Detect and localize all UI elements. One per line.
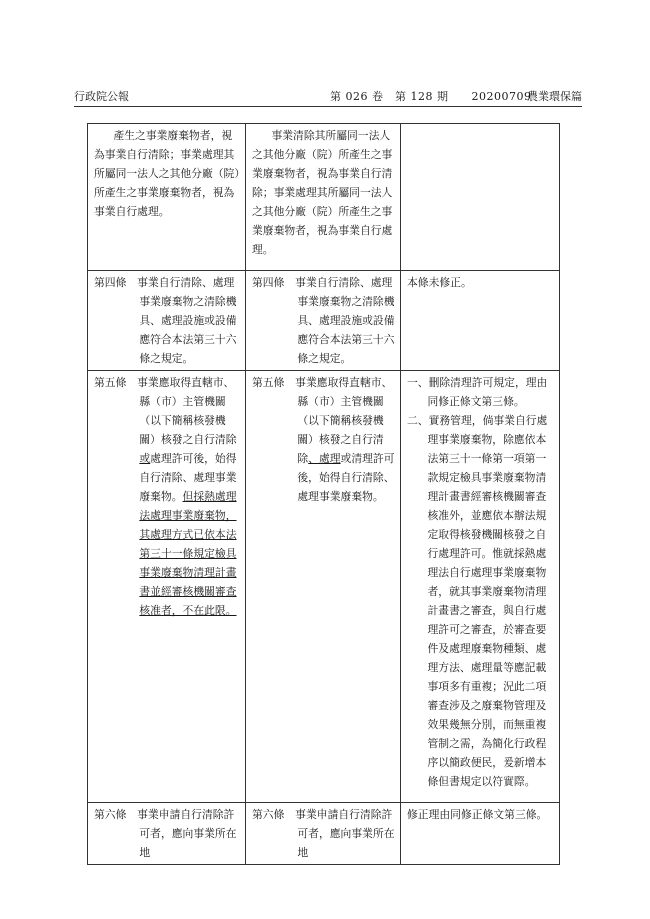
current-text-cell	[246, 371, 401, 803]
amended-underlined-proviso: 但採熱處理法處理事業廢棄物，其處理方式已依本法第三十一條規定檢具事業廢棄物清理計畫書並經審核機關審查核准者，不在此限。	[139, 490, 237, 617]
explanation-cell	[401, 271, 560, 371]
amended-text: 產生之事業廢棄物者，視為事業自行清除；事業處理其所屬同一法人之其他分廠（院）所產生之事業廢棄物者，視為事業自行處理。	[94, 129, 240, 218]
amended-text	[94, 373, 241, 620]
explanation-cell	[401, 124, 560, 271]
amended-text-part: 第五條 事業應取得直轄市、縣（市）主管機關（以下簡稱核發機關）核發之自行清除	[94, 376, 237, 446]
amended-text-cell	[88, 271, 246, 371]
header-rule	[74, 106, 582, 107]
table-row	[88, 803, 560, 865]
amended-text-cell	[88, 371, 246, 803]
amended-text: 第四條 事業自行清除、處理事業廢棄物之清除機具、處理設施或設備應符合本法第三十六條之規定。	[94, 276, 237, 365]
current-text-cell	[246, 803, 401, 865]
issue-info: 第 026 卷 第 128 期 20200709	[330, 90, 532, 103]
amended-underlined-text: 或	[139, 452, 151, 465]
current-text-cell	[246, 271, 401, 371]
current-text-part: 第五條 事業應取得直轄市、縣（市）主管機關（以下簡稱核發機關）核發之自行清除	[252, 376, 393, 465]
page-header	[74, 88, 582, 104]
table-row	[88, 271, 560, 371]
explanation-cell	[401, 371, 560, 803]
current-underlined-text: 、處理	[308, 452, 341, 465]
amended-text-cell	[88, 803, 246, 865]
current-text-part: 或清理許可後，始得自行清除、處理事業廢棄物。	[297, 452, 395, 503]
table-row	[88, 124, 560, 271]
table-row	[88, 371, 560, 803]
amended-text-part: 處理許可後，始得自行清除、處理事業廢棄物。	[139, 452, 237, 503]
current-text	[252, 373, 396, 506]
section-name: 農業環保篇	[527, 90, 582, 103]
amended-text: 第六條 事業申請自行清除許可者，應向事業所在地	[94, 808, 237, 859]
current-text: 第六條 事業申請自行清除許可者，應向事業所在地	[252, 808, 395, 859]
amendment-comparison-table	[87, 123, 560, 865]
current-text: 事業清除其所屬同一法人之其他分廠（院）所產生之事業廢棄物者，視為事業自行清除；事業處理其所屬同一法人之其他分廠（院）所產生之事業廢棄物者，視為事業自行處理。	[252, 129, 393, 256]
current-text-cell	[246, 124, 401, 271]
explanation-cell	[401, 803, 560, 865]
current-text: 第四條 事業自行清除、處理事業廢棄物之清除機具、處理設施或設備應符合本法第三十六條之規定。	[252, 276, 395, 365]
amended-text-cell	[88, 124, 246, 271]
explanation-item: 二、實務管理，倘事業自行處理事業廢棄物，除應依本法第三十一條第一項第一款規定檢具事業廢棄物清理計畫書經審核機關審查核准外，並應依本辦法規定取得核發機關核發之自行處理許可。惟就採熱處理法自行處理事業廢棄物者，就其事業廢棄物清理計畫書之審查，與自行處理許可之審查，於審查要件及處理廢棄物種類、處理方法、處理量等應記載事項多有重複；況此二項審查涉及之廢棄物管理及效果幾無分別，而無重複管制之需，為簡化行政程序以簡政便民，爰新增本條但書規定以符實際。	[407, 414, 548, 788]
explanation-item: 一、刪除清理許可規定，理由同修正條文第三條。	[407, 376, 548, 408]
explanation-text: 本條未修正。	[407, 276, 472, 289]
publication-name: 行政院公報	[74, 90, 129, 103]
explanation-text: 修正理由同修正條文第三條。	[407, 808, 548, 821]
